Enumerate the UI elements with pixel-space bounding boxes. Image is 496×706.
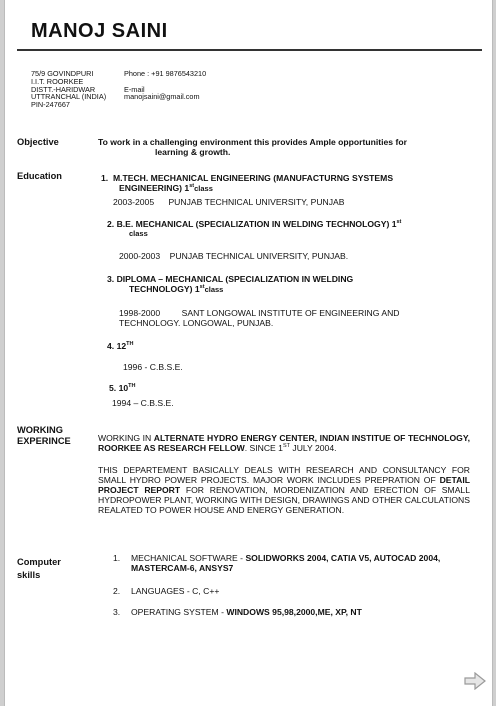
address-line: UTTRANCHAL (INDIA) <box>31 92 107 102</box>
education-item-4-detail: 1996 - C.B.S.E. <box>123 362 183 372</box>
skills-heading: Computer skills <box>17 557 61 580</box>
education-item-3: 3. DIPLOMA – MECHANICAL (SPECIALIZATION IN WELDING TECHNOLOGY) 1stclass <box>107 274 354 294</box>
candidate-name: MANOJ SAINI <box>31 20 168 42</box>
education-item-3-detail: 1998-2000 SANT LONGOWAL INSTITUTE OF ENGINEERING AND TECHNOLOGY. LONGOWAL, PUNJAB. <box>119 308 400 328</box>
education-item-5: 5. 10TH <box>109 383 136 393</box>
address-line: 75/9 GOVINDPURI <box>31 69 94 78</box>
education-heading: Education <box>17 171 62 181</box>
address-block <box>31 70 106 109</box>
work-paragraph-1: WORKING IN ALTERNATE HYDRO ENERGY CENTER, INDIAN INSTITUE OF TECHNOLOGY, ROORKEE AS RESEARCH FELLOW. SINCE 1ST JULY 2004. <box>98 433 471 453</box>
objective-text: To work in a challenging environment this provides Ample opportunities for learning & growth. <box>98 137 407 157</box>
email-text: manojsaini@gmail.com <box>124 92 200 102</box>
education-item-1-detail: 2003-2005 PUNJAB TECHNICAL UNIVERSITY, PUNJAB <box>113 197 345 207</box>
contact-block <box>124 70 206 101</box>
address-line: DISTT.-HARIDWAR <box>31 84 96 94</box>
resume-page <box>4 0 493 706</box>
education-item-4: 4. 12TH <box>107 341 134 351</box>
address-line: I.I.T. ROORKEE <box>31 76 84 86</box>
skills-item-1: 1. MECHANICAL SOFTWARE - SOLIDWORKS 2004, CATIA V5, AUTOCAD 2004, MASTERCAM-6, ANSYS7 <box>113 553 441 573</box>
address-line: PIN-247667 <box>31 100 70 110</box>
education-item-2: 2. B.E. MECHANICAL (SPECIALIZATION IN WELDING TECHNOLOGY) 1st class <box>107 219 402 238</box>
header-divider <box>17 49 482 51</box>
skills-item-3: 3. OPERATING SYSTEM - WINDOWS 95,98,2000,ME, XP, NT <box>113 607 362 617</box>
arrow-right-icon[interactable] <box>463 672 487 690</box>
education-item-2-detail: 2000-2003 PUNJAB TECHNICAL UNIVERSITY, PUNJAB. <box>119 251 349 261</box>
work-paragraph-2: THIS DEPARTEMENT BASICALLY DEALS WITH RESEARCH AND CONSULTANCY FOR SMALL HYDRO POWER PROJECTS. MAJOR WORK INCLUDES PREPRATION OF DETAIL PROJECT REPORT FOR RENOVATION, MORDENIZATION AND ERECTION OF SMALL HYDROPOWER PLANT, WORKING WITH DESIGN, DRAWINGS AND OTHER CALCULATIONS REALATED TO POWER HOUSE AND ENERGY GENERATION. <box>98 465 470 515</box>
objective-heading: Objective <box>17 137 59 147</box>
education-item-1: 1. M.TECH. MECHANICAL ENGINEERING (MANUFACTURNG SYSTEMS ENGINEERING) 1stclass <box>101 173 394 193</box>
education-item-5-detail: 1994 – C.B.S.E. <box>112 398 174 408</box>
skills-item-2: 2. LANGUAGES - C, C++ <box>113 586 220 596</box>
work-heading: WORKING EXPERINCE <box>17 425 71 446</box>
email-label: E-mail <box>124 84 145 94</box>
phone-text: Phone : +91 9876543210 <box>124 69 207 78</box>
